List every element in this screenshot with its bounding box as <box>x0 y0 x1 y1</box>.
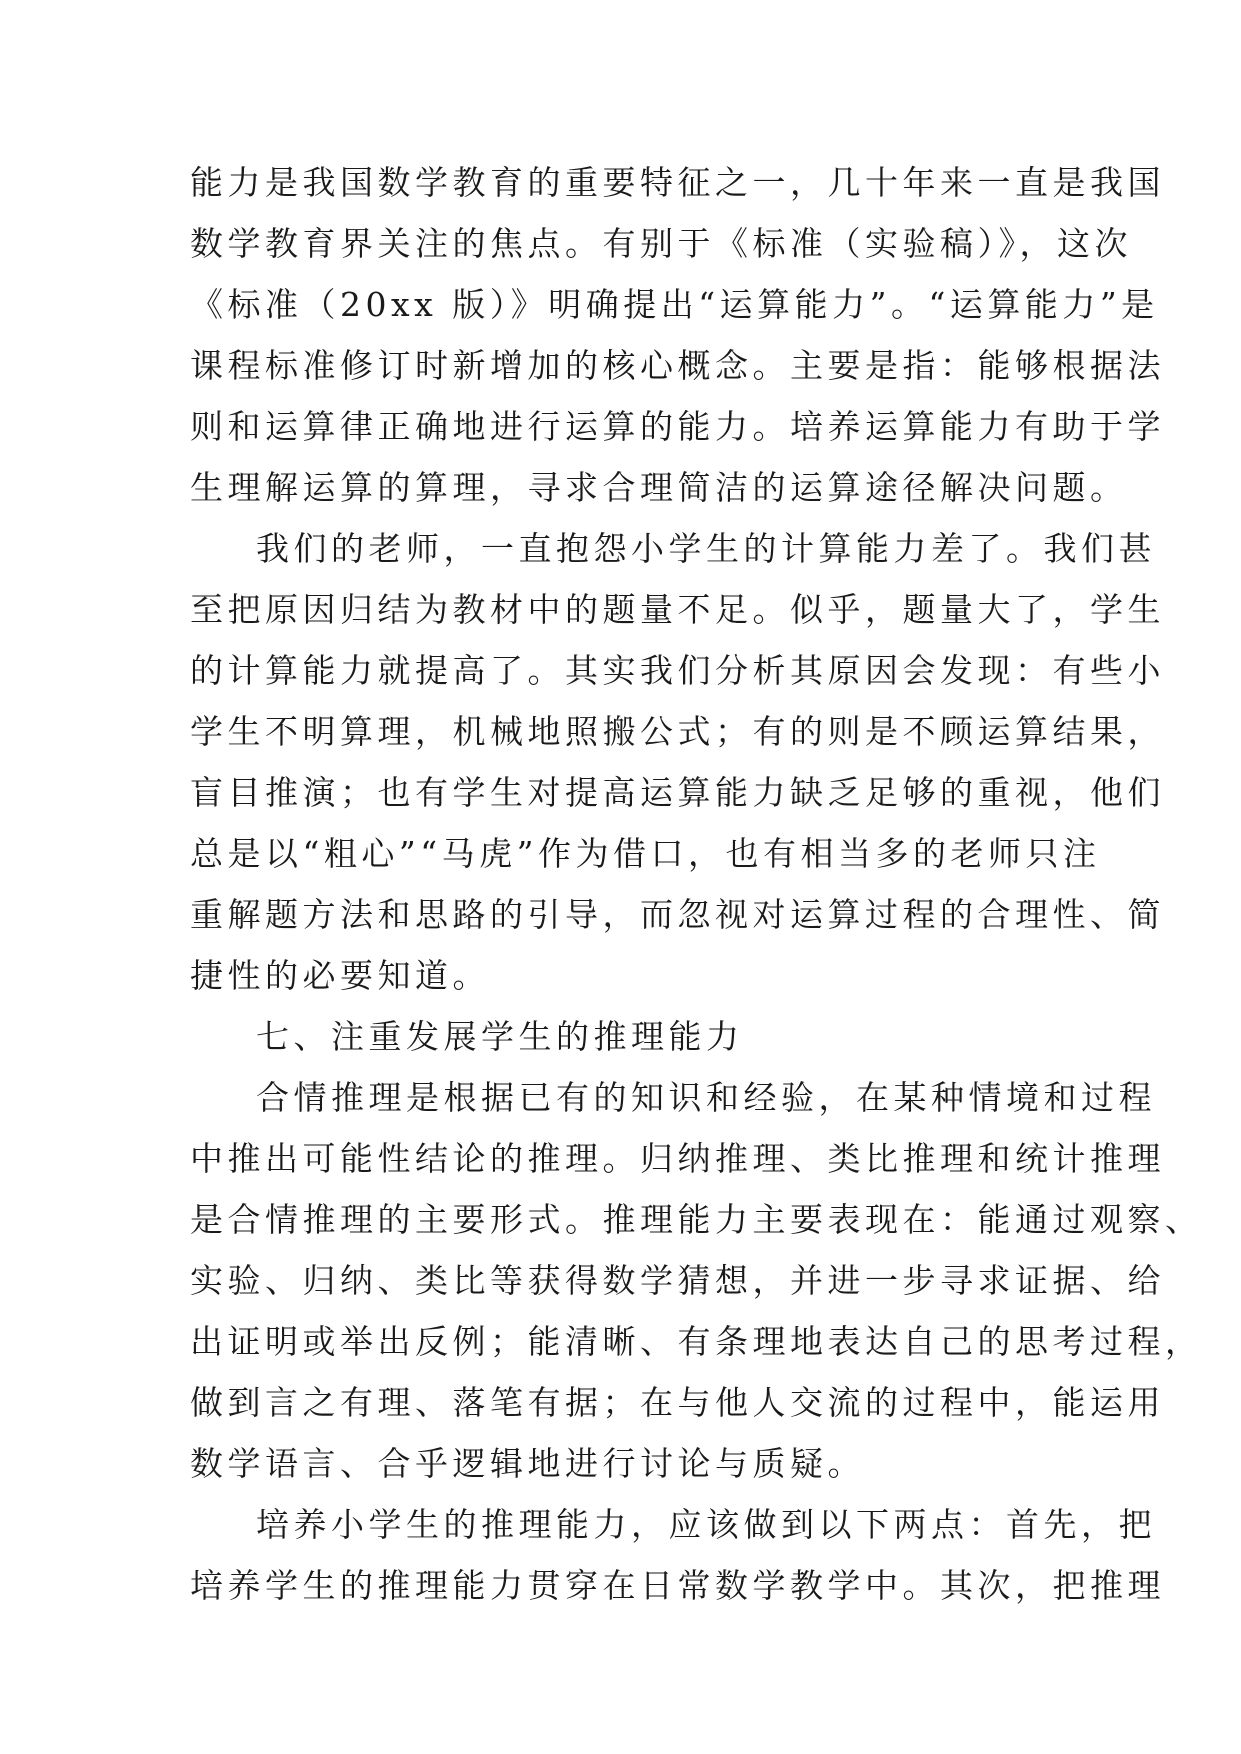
text-line: 盲目推演；也有学生对提高运算能力缺乏足够的重视，他们 <box>190 773 1165 812</box>
text-line: 实验、归纳、类比等获得数学猜想，并进一步寻求证据、给 <box>190 1261 1165 1300</box>
text-line: 重解题方法和思路的引导，而忽视对运算过程的合理性、简 <box>190 895 1165 934</box>
text-line: 总是以“粗心”“马虎”作为借口，也有相当多的老师只注 <box>190 834 1101 873</box>
text-line: 出证明或举出反例；能清晰、有条理地表达自己的思考过程， <box>190 1322 1203 1361</box>
paragraph-start-line: 培养小学生的推理能力，应该做到以下两点：首先，把 <box>256 1505 1156 1544</box>
text-line: 捷性的必要知道。 <box>190 956 490 995</box>
text-line: 数学语言、合乎逻辑地进行讨论与质疑。 <box>190 1444 865 1483</box>
body-text <box>190 152 1203 1616</box>
text-line: 至把原因归结为教材中的题量不足。似乎，题量大了，学生 <box>190 590 1165 629</box>
text-line: 课程标准修订时新增加的核心概念。主要是指：能够根据法 <box>190 346 1165 385</box>
text-line: 中推出可能性结论的推理。归纳推理、类比推理和统计推理 <box>190 1139 1165 1178</box>
text-line: 生理解运算的算理，寻求合理简洁的运算途径解决问题。 <box>190 468 1128 507</box>
paragraph-start-line: 我们的老师，一直抱怨小学生的计算能力差了。我们甚 <box>256 529 1156 568</box>
paragraph-start-line: 合情推理是根据已有的知识和经验，在某种情境和过程 <box>256 1078 1156 1117</box>
text-line: 的计算能力就提高了。其实我们分析其原因会发现：有些小 <box>190 651 1165 690</box>
text-line: 是合情推理的主要形式。推理能力主要表现在：能通过观察、 <box>190 1200 1203 1239</box>
text-line: 做到言之有理、落笔有据；在与他人交流的过程中，能运用 <box>190 1383 1165 1422</box>
text-line: 培养学生的推理能力贯穿在日常数学教学中。其次，把推理 <box>190 1566 1165 1605</box>
section-heading: 七、注重发展学生的推理能力 <box>256 1017 744 1056</box>
text-line: 《标准（20xx 版）》明确提出“运算能力”。“运算能力”是 <box>190 285 1159 324</box>
text-line: 数学教育界关注的焦点。有别于《标准（实验稿）》，这次 <box>190 224 1132 263</box>
text-line: 能力是我国数学教育的重要特征之一，几十年来一直是我国 <box>190 163 1165 202</box>
text-line: 学生不明算理，机械地照搬公式；有的则是不顾运算结果， <box>190 712 1165 751</box>
text-line: 则和运算律正确地进行运算的能力。培养运算能力有助于学 <box>190 407 1165 446</box>
